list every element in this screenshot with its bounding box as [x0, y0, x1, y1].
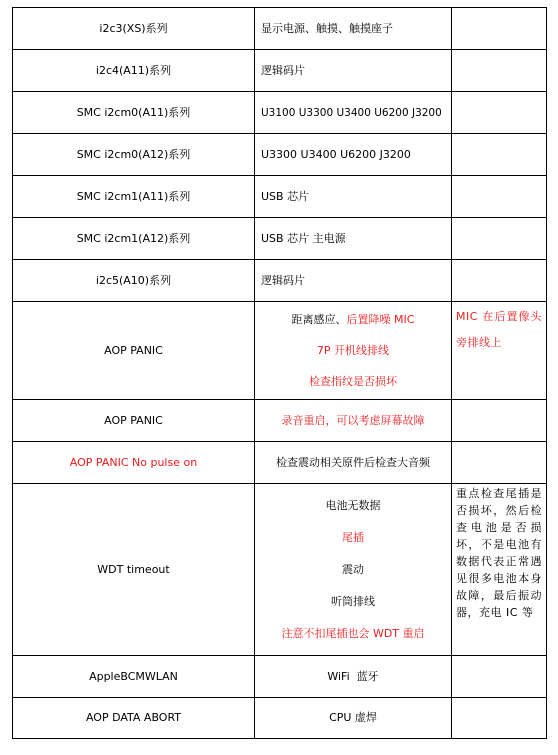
fault-note	[452, 8, 547, 50]
fault-desc: U3300 U3400 U6200 J3200	[255, 134, 452, 176]
desc-line-2: 尾插	[342, 530, 364, 544]
table-row-aop-panic	[13, 302, 547, 400]
fault-note	[452, 218, 547, 260]
fault-desc: 显示电源、触摸、触摸座子	[255, 8, 452, 50]
fault-desc: CPU 虚焊	[255, 698, 452, 739]
table-row	[13, 134, 547, 176]
desc-line-4: 听筒排线	[331, 594, 375, 608]
table-row	[13, 176, 547, 218]
table-row-wdt	[13, 484, 547, 656]
fault-desc: 逻辑码片	[255, 260, 452, 302]
fault-desc: 录音重启，可以考虑屏幕故障	[255, 400, 452, 442]
fault-note: MIC 在后置像头旁排线上	[452, 302, 547, 400]
fault-desc	[255, 484, 452, 656]
fault-name: SMC i2cm0(A12)系列	[13, 134, 255, 176]
fault-note	[452, 656, 547, 698]
table-row	[13, 50, 547, 92]
fault-desc: USB 芯片 主电源	[255, 218, 452, 260]
fault-desc	[255, 302, 452, 400]
fault-note	[452, 260, 547, 302]
desc-line-5: 注意不扣尾插也会 WDT 重启	[281, 626, 425, 640]
fault-desc: WiFi 蓝牙	[255, 656, 452, 698]
table-row	[13, 656, 547, 698]
table-row	[13, 698, 547, 739]
fault-desc: 检查震动相关原件后检查大音频	[255, 442, 452, 484]
fault-name: AppleBCMWLAN	[13, 656, 255, 698]
fault-note	[452, 400, 547, 442]
fault-note	[452, 442, 547, 484]
desc-line-3: 震动	[342, 562, 364, 576]
fault-name: i2c4(A11)系列	[13, 50, 255, 92]
fault-name: AOP PANIC	[13, 302, 255, 400]
fault-name: SMC i2cm0(A11)系列	[13, 92, 255, 134]
fault-note	[452, 176, 547, 218]
fault-note	[452, 50, 547, 92]
fault-desc: USB 芯片	[255, 176, 452, 218]
fault-desc: 逻辑码片	[255, 50, 452, 92]
fault-name: i2c3(XS)系列	[13, 8, 255, 50]
fault-name: SMC i2cm1(A11)系列	[13, 176, 255, 218]
fault-name: i2c5(A10)系列	[13, 260, 255, 302]
fault-name: AOP DATA ABORT	[13, 698, 255, 739]
table-row	[13, 92, 547, 134]
table-row	[13, 8, 547, 50]
fault-name: WDT timeout	[13, 484, 255, 656]
fault-name: AOP PANIC No pulse on	[13, 442, 255, 484]
table-row	[13, 400, 547, 442]
fault-name: SMC i2cm1(A12)系列	[13, 218, 255, 260]
fault-desc: U3100 U3300 U3400 U6200 J3200	[255, 92, 452, 134]
desc-line-2: 7P 开机线排线	[316, 344, 390, 357]
desc-line-1: 距离感应、后置降噪 MIC	[291, 313, 415, 326]
fault-note: 重点检查尾插是否损坏，然后检查电池是否损坏，不是电池有数据代表正常遇见很多电池本身故障，最后振动器，充电 IC 等	[452, 484, 547, 656]
fault-table	[12, 7, 547, 739]
desc-line-3: 检查指纹是否损坏	[309, 375, 397, 388]
table-row	[13, 218, 547, 260]
desc-line-1: 电池无数据	[325, 498, 381, 512]
table-row	[13, 260, 547, 302]
table-row	[13, 442, 547, 484]
fault-name: AOP PANIC	[13, 400, 255, 442]
fault-note	[452, 698, 547, 739]
fault-note	[452, 92, 547, 134]
fault-note	[452, 134, 547, 176]
